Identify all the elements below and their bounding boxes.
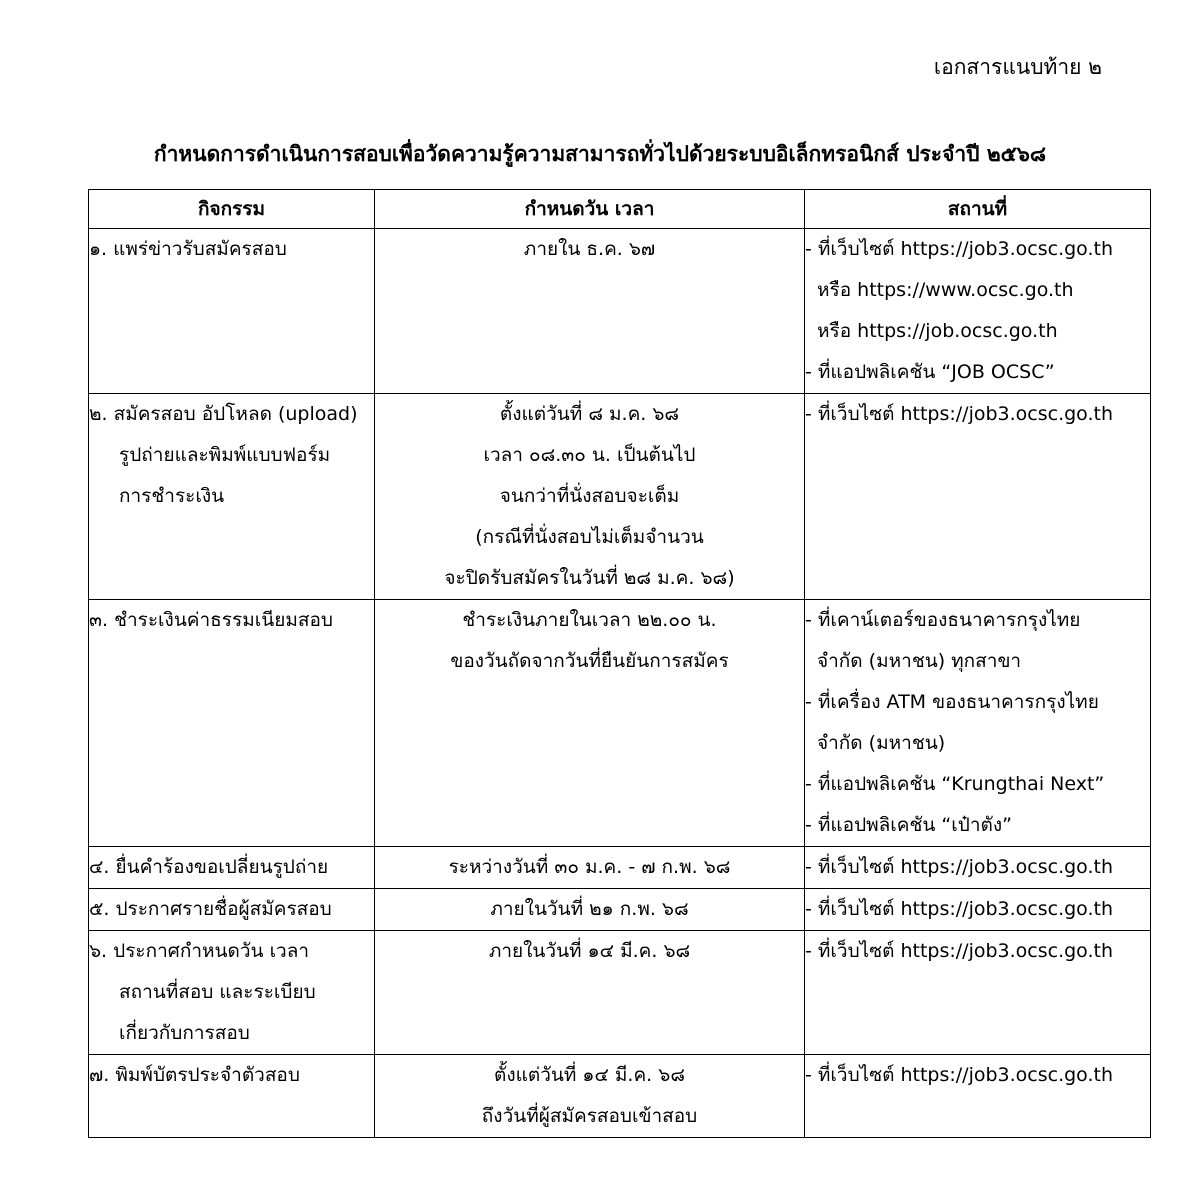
location-line: หรือ https://job.ocsc.go.th [817,320,1058,342]
location-line: - ที่เว็บไซต์ https://job3.ocsc.go.th [805,238,1114,260]
location-line: - ที่เครื่อง ATM ของธนาคารกรุงไทย [805,691,1099,713]
datetime-line: ภายในวันที่ ๑๔ มี.ค. ๖๘ [488,940,691,962]
activity-line: การชำระเงิน [119,485,225,507]
header-datetime: กำหนดวัน เวลา [375,190,805,229]
location-cell [805,229,1151,394]
location-line: จำกัด (มหาชน) ทุกสาขา [817,650,1022,672]
location-line: - ที่แอปพลิเคชัน “JOB OCSC” [805,361,1055,383]
location-cell [805,600,1151,847]
datetime-line: ถึงวันที่ผู้สมัครสอบเข้าสอบ [481,1105,698,1127]
schedule-table [88,189,1151,1138]
datetime-line: ภายใน ธ.ค. ๖๗ [523,238,656,260]
datetime-line: (กรณีที่นั่งสอบไม่เต็มจำนวน [475,526,704,548]
datetime-line: ภายในวันที่ ๒๑ ก.พ. ๖๘ [490,898,689,920]
datetime-line: จนกว่าที่นั่งสอบจะเต็ม [499,485,680,507]
activity-cell [89,931,375,1055]
activity-cell [89,394,375,600]
document-title: กำหนดการดำเนินการสอบเพื่อวัดความรู้ความสามารถทั่วไปด้วยระบบอิเล็กทรอนิกส์ ประจำปี ๒๕๖๘ [153,142,1047,166]
location-line: - ที่เว็บไซต์ https://job3.ocsc.go.th [805,940,1114,962]
activity-line: ๑. แพร่ข่าวรับสมัครสอบ [89,238,287,260]
activity-cell [89,889,375,931]
location-line: หรือ https://www.ocsc.go.th [817,279,1074,301]
location-line: จำกัด (มหาชน) [817,732,946,754]
datetime-cell [375,600,805,847]
datetime-line: จะปิดรับสมัครในวันที่ ๒๘ ม.ค. ๖๘) [444,567,735,589]
activity-cell [89,600,375,847]
location-line: - ที่เว็บไซต์ https://job3.ocsc.go.th [805,403,1114,425]
location-cell [805,1055,1151,1138]
activity-cell [89,229,375,394]
table-row [89,889,1151,931]
activity-line: ๕. ประกาศรายชื่อผู้สมัครสอบ [89,898,332,920]
location-line: - ที่เว็บไซต์ https://job3.ocsc.go.th [805,1064,1114,1086]
activity-line: ๓. ชำระเงินค่าธรรมเนียมสอบ [89,609,333,631]
table-row [89,847,1151,889]
location-line: - ที่เว็บไซต์ https://job3.ocsc.go.th [805,898,1114,920]
datetime-cell [375,847,805,889]
datetime-cell [375,394,805,600]
datetime-cell [375,1055,805,1138]
datetime-line: ตั้งแต่วันที่ ๑๔ มี.ค. ๖๘ [494,1064,685,1086]
location-cell [805,931,1151,1055]
table-row [89,600,1151,847]
header-activity: กิจกรรม [89,190,375,229]
activity-line: ๔. ยื่นคำร้องขอเปลี่ยนรูปถ่าย [89,856,329,878]
location-cell [805,889,1151,931]
activity-line: ๗. พิมพ์บัตรประจำตัวสอบ [89,1064,300,1086]
location-line: - ที่แอปพลิเคชัน “เป๋าตัง” [805,814,1012,836]
datetime-line: ชำระเงินภายในเวลา ๒๒.๐๐ น. [462,609,717,631]
datetime-cell [375,229,805,394]
datetime-line: ระหว่างวันที่ ๓๐ ม.ค. - ๗ ก.พ. ๖๘ [448,856,731,878]
location-line: - ที่เว็บไซต์ https://job3.ocsc.go.th [805,856,1114,878]
table-row [89,229,1151,394]
activity-line: ๒. สมัครสอบ อัปโหลด (upload) [89,403,358,425]
activity-cell [89,1055,375,1138]
location-cell [805,847,1151,889]
table-header-row [89,190,1151,229]
attachment-label: เอกสารแนบท้าย ๒ [933,55,1102,79]
table-row [89,394,1151,600]
activity-line: ๖. ประกาศกำหนดวัน เวลา [89,940,310,962]
table-row [89,1055,1151,1138]
table-row [89,931,1151,1055]
location-line: - ที่แอปพลิเคชัน “Krungthai Next” [805,773,1105,795]
datetime-line: ตั้งแต่วันที่ ๘ ม.ค. ๖๘ [499,403,680,425]
location-cell [805,394,1151,600]
location-line: - ที่เคาน์เตอร์ของธนาคารกรุงไทย [805,609,1081,631]
activity-line: รูปถ่ายและพิมพ์แบบฟอร์ม [119,444,331,466]
activity-cell [89,847,375,889]
datetime-cell [375,931,805,1055]
datetime-line: ของวันถัดจากวันที่ยืนยันการสมัคร [450,650,729,672]
datetime-line: เวลา ๐๘.๓๐ น. เป็นต้นไป [483,444,696,466]
datetime-cell [375,889,805,931]
header-location: สถานที่ [805,190,1151,229]
activity-line: เกี่ยวกับการสอบ [119,1022,250,1044]
activity-line: สถานที่สอบ และระเบียบ [119,981,316,1003]
